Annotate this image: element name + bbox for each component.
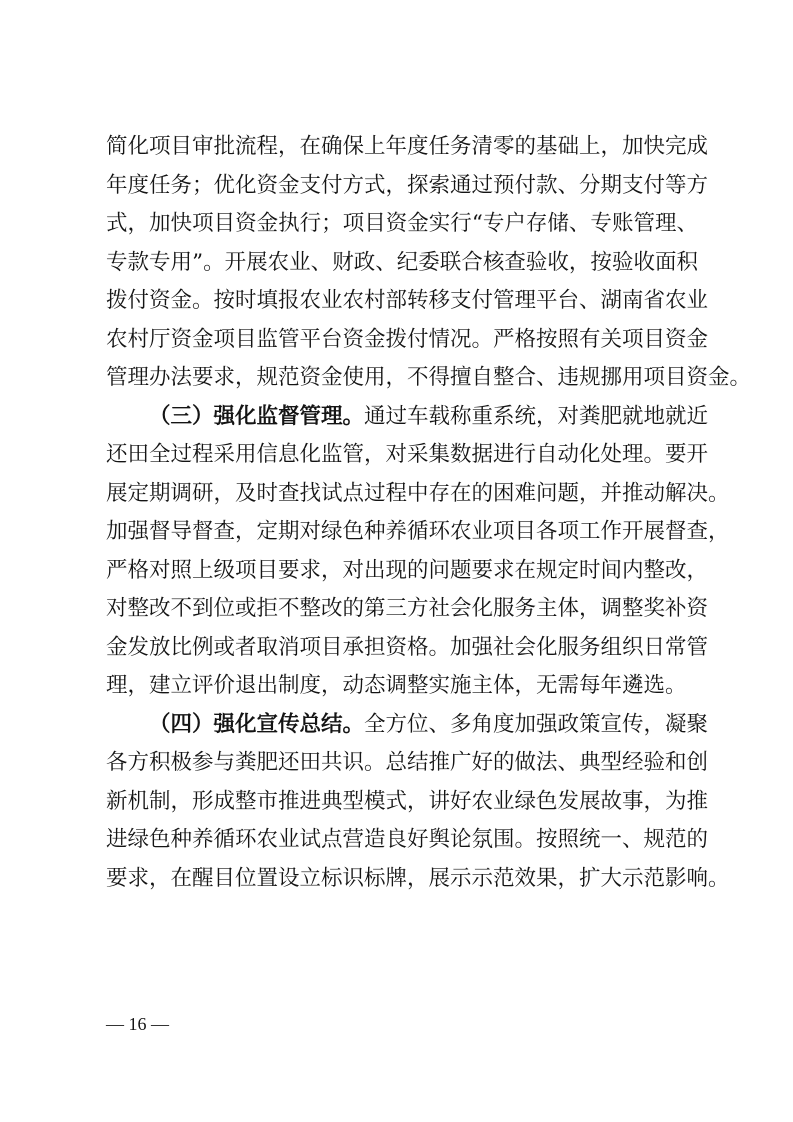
- paragraph-funding: [106, 128, 752, 398]
- section-heading-publicity: （四）强化宣传总结。: [149, 711, 365, 737]
- text-line: 还田全过程采用信息化监管，对采集数据进行自动化处理。要开: [106, 442, 709, 467]
- heading-line-text: 通过车载称重系统，对粪肥就地就近: [364, 403, 709, 429]
- text-line: 农村厅资金项目监管平台资金拨付情况。严格按照有关项目资金: [106, 326, 709, 352]
- text-line: 加强督导督查，定期对绿色种养循环农业项目各项工作开展督查，: [106, 519, 730, 544]
- text-line: [106, 398, 709, 437]
- text-line: 对整改不到位或拒不整改的第三方社会化服务主体，调整奖补资: [106, 596, 709, 621]
- text-line: 式，加快项目资金执行；项目资金实行“专户存储、专账管理、: [106, 211, 698, 236]
- text-line: 新机制，形成整市推进典型模式，讲好农业绿色发展故事，为推: [106, 788, 709, 814]
- body-text: [106, 128, 752, 898]
- page-number: — 16 —: [106, 1014, 169, 1034]
- text-line: 要求，在醒目位置设立标识标牌，展示示范效果，扩大示范影响。: [106, 865, 730, 891]
- text-line: 进绿色种养循环农业试点营造良好舆论氛围。按照统一、规范的: [106, 827, 709, 852]
- text-line: 理，建立评价退出制度，动态调整实施主体，无需每年遴选。: [106, 673, 687, 698]
- section-heading-supervision: （三）强化监督管理。: [149, 403, 365, 429]
- text-line: 拨付资金。按时填报农业农村部转移支付管理平台、湖南省农业: [106, 288, 709, 313]
- text-line: 年度任务；优化资金支付方式，探索通过预付款、分期支付等方: [106, 172, 709, 198]
- paragraph-supervision: [106, 398, 730, 706]
- paragraph-publicity: [106, 706, 730, 899]
- text-line: 展定期调研，及时查找试点过程中存在的困难问题，并推动解决。: [106, 480, 730, 506]
- heading-line-text: 全方位、多角度加强政策宣传，凝聚: [364, 711, 709, 737]
- text-line: 简化项目审批流程，在确保上年度任务清零的基础上，加快完成: [106, 134, 709, 159]
- text-line: 管理办法要求，规范资金使用，不得擅自整合、违规挪用项目资金。: [106, 365, 752, 390]
- text-line: 专款专用”。开展农业、财政、纪委联合核查验收，按验收面积: [106, 249, 698, 275]
- text-line: [106, 706, 709, 745]
- text-line: 金发放比例或者取消项目承担资格。加强社会化服务组织日常管: [106, 634, 709, 660]
- text-line: 各方积极参与粪肥还田共识。总结推广好的做法、典型经验和创: [106, 750, 709, 775]
- text-line: 严格对照上级项目要求，对出现的问题要求在规定时间内整改，: [106, 557, 709, 583]
